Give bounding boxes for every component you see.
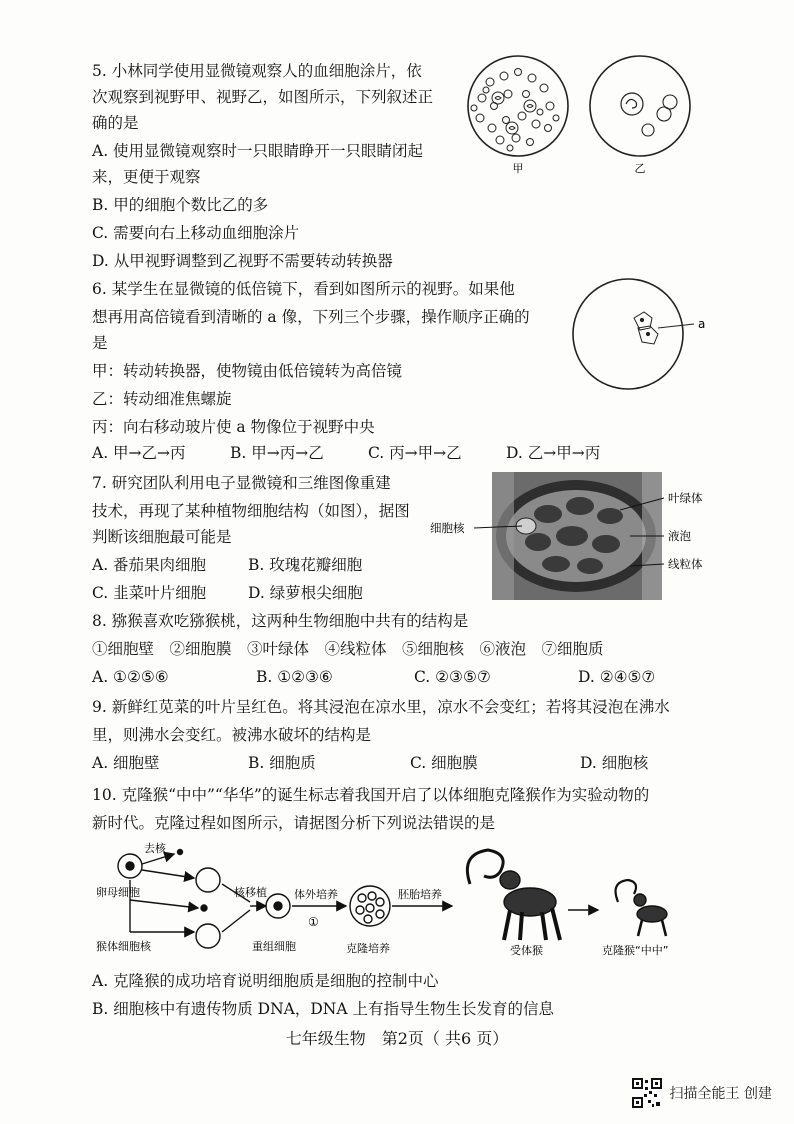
chloroplast-label: 叶绿体: [668, 491, 703, 505]
q7-stem-line2: 技术，再现了某种植物细胞结构（如图），据图: [92, 502, 410, 520]
cloned-monkey-icon: [616, 880, 667, 936]
low-power-field-figure: [566, 276, 716, 396]
nucleus-label: 细胞核: [430, 521, 465, 535]
q6-step-yi: 乙：转动细准焦螺旋: [92, 390, 232, 408]
q9-option-b: B. 细胞质: [248, 754, 316, 772]
cloned-embryo-label: 克隆培养: [346, 942, 390, 955]
q5-stem-line1: 5. 小林同学使用显微镜观察人的血细胞涂片，依: [92, 62, 422, 80]
q9-option-c: C. 细胞膜: [410, 754, 478, 772]
surrogate-monkey-label: 受体猴: [510, 944, 543, 957]
egg-cell-label: 卵母细胞: [96, 886, 140, 899]
field-yi: [590, 56, 690, 156]
cloned-monkey-label: 克隆猴“中中”: [602, 944, 669, 957]
q5-option-a1: A. 使用显微镜观察时一只眼睛睁开一只眼睛闭起: [92, 142, 424, 160]
plant-cell-3d-figure: [430, 470, 730, 604]
q6-option-a: A. 甲→乙→丙: [92, 444, 186, 462]
q9-option-a: A. 细胞壁: [92, 754, 160, 772]
field-jia-label: 甲: [512, 162, 524, 175]
q5-option-a2: 来，更便于观察: [92, 168, 201, 186]
q5-option-b: B. 甲的细胞个数比乙的多: [92, 196, 269, 214]
q6-step-jia: 甲：转动转换器，使物镜由低倍镜转为高倍镜: [92, 362, 403, 380]
q8-option-b: B. ①②③⑥: [256, 668, 333, 686]
q10-stem-line2: 新时代。克隆过程如图所示，请据图分析下列说法错误的是: [92, 814, 496, 832]
q6-stem-line1: 6. 某学生在显微镜的低倍镜下，看到如图所示的视野。如果他: [92, 280, 515, 298]
field-jia: [468, 56, 568, 156]
surrogate-monkey-icon: [467, 850, 560, 940]
enucleated-egg-icon: [196, 868, 220, 892]
q5-stem-line3: 确的是: [92, 114, 139, 132]
in-vitro-culture-label: 体外培养: [294, 888, 338, 901]
q8-option-c: C. ②③⑤⑦: [414, 668, 491, 686]
q9-stem-line1: 9. 新鲜红苋菜的叶片呈红色。将其浸泡在凉水里，凉水不会变红；若将其浸泡在沸水: [92, 698, 670, 716]
q5-option-d: D. 从甲视野调整到乙视野不需要转动转换器: [92, 252, 393, 270]
nuclear-transfer-label: 核移植: [234, 886, 267, 899]
q8-option-d: D. ②④⑤⑦: [578, 668, 656, 686]
field-yi-label: 乙: [634, 162, 646, 175]
q7-stem-line1: 7. 研究团队利用电子显微镜和三维图像重建: [92, 474, 391, 492]
q9-stem-line2: 里，则沸水会变红。被沸水破坏的结构是: [92, 726, 372, 744]
q8-stem: 8. 猕猴喜欢吃猕猴桃，这两种生物细胞中共有的结构是: [92, 612, 469, 630]
scanner-watermark: [632, 1078, 772, 1108]
enucleate-label: 去核: [144, 842, 166, 855]
q5-option-c: C. 需要向右上移动血细胞涂片: [92, 224, 300, 242]
cell-a-label: a: [698, 317, 706, 331]
q7-option-a: A. 番茄果肉细胞: [92, 556, 207, 574]
q6-option-c: C. 丙→甲→乙: [368, 444, 462, 462]
q6-step-bing: 丙：向右移动玻片使 a 物像位于视野中央: [92, 418, 375, 436]
somatic-cell-icon: [196, 924, 220, 948]
q10-stem-line1: 10. 克隆猴“中中”“华华”的诞生标志着我国开启了以体细胞克隆猴作为实验动物的: [92, 786, 650, 804]
mitochondria-label: 线粒体: [668, 557, 703, 571]
step-one-label: ①: [308, 915, 319, 929]
q6-option-d: D. 乙→甲→丙: [506, 444, 601, 462]
q6-stem-line2: 想再用高倍镜看到清晰的 a 像，下列三个步骤，操作顺序正确的: [92, 308, 530, 326]
qr-code-icon: [632, 1078, 662, 1108]
q9-option-d: D. 细胞核: [580, 754, 649, 772]
q7-option-b: B. 玫瑰花瓣细胞: [248, 556, 363, 574]
page-footer: 七年级生物 第2页（ 共6 页）: [285, 1029, 509, 1048]
recombined-cell-label: 重组细胞: [252, 940, 296, 953]
q8-items: ①细胞壁 ②细胞膜 ③叶绿体 ④线粒体 ⑤细胞核 ⑥液泡 ⑦细胞质: [92, 640, 604, 658]
q8-option-a: A. ①②⑤⑥: [92, 668, 169, 686]
q10-option-b: B. 细胞核中有遗传物质 DNA，DNA 上有指导生物生长发育的信息: [92, 1000, 554, 1018]
embryo-culture-label: 胚胎培养: [398, 888, 442, 901]
somatic-nucleus-label: 猴体细胞核: [96, 940, 151, 953]
vacuole-label: 液泡: [668, 529, 691, 543]
q7-option-d: D. 绿萝根尖细胞: [248, 584, 363, 602]
q7-option-c: C. 韭菜叶片细胞: [92, 584, 207, 602]
q6-stem-line3: 是: [92, 334, 108, 352]
q6-option-b: B. 甲→丙→乙: [230, 444, 324, 462]
blood-smear-figure: [460, 54, 700, 178]
q7-stem-line3: 判断该细胞最可能是: [92, 528, 232, 546]
q10-option-a: A. 克隆猴的成功培育说明细胞质是细胞的控制中心: [92, 972, 439, 990]
q5-stem-line2: 次观察到视野甲、视野乙，如图所示，下列叙述正: [92, 88, 434, 106]
monkey-cloning-figure: [90, 840, 720, 964]
scanner-watermark-text: 扫描全能王 创建: [669, 1086, 772, 1102]
